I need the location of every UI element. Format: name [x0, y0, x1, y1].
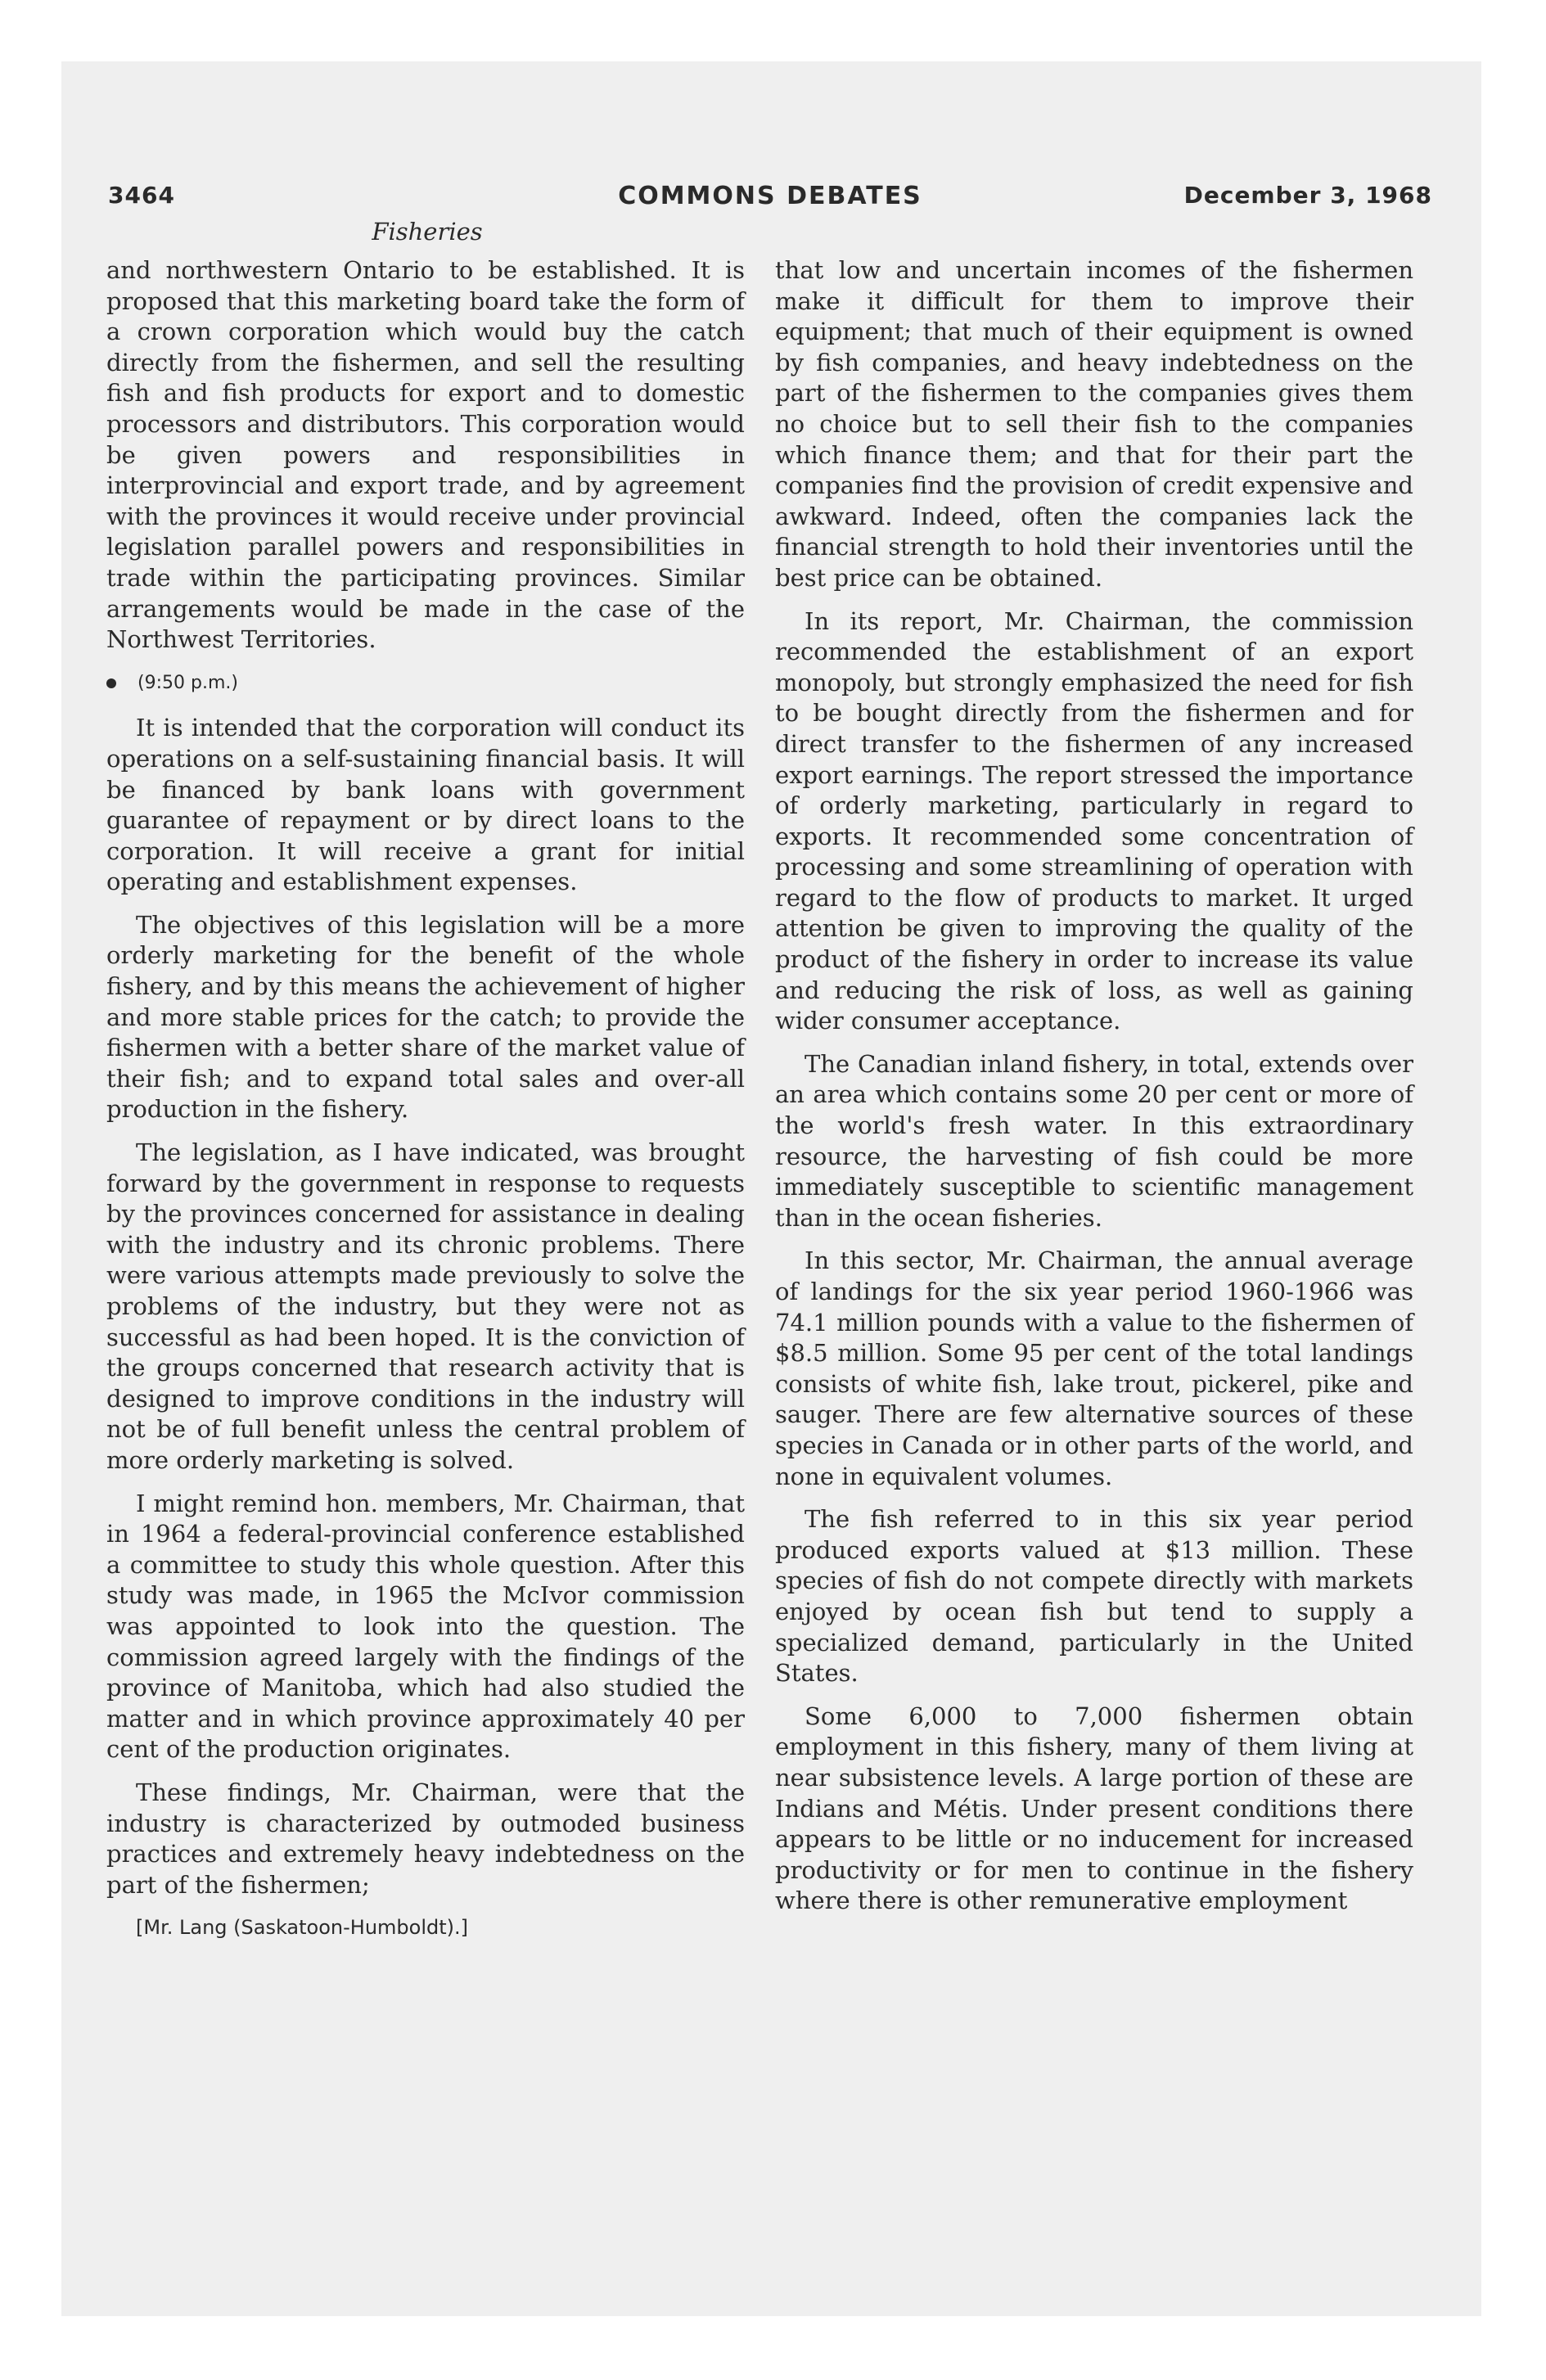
- paragraph: These findings, Mr. Chairman, were that the industry is characterized by outmoded business practices and extremely heavy indebtedness on the part of the fishermen;: [106, 1778, 745, 1899]
- speaker-attribution: [Mr. Lang (Saskatoon-Humboldt).]: [136, 1916, 469, 1940]
- right-column: [775, 255, 1413, 1929]
- paragraph: and northwestern Ontario to be established. It is proposed that this marketing board take the form of a crown corporation which would buy the catch directly from the fishermen, and sell the resulting fish and fish products for export and to domestic processors and distributors. This corporation would be given powers and responsibilities in interprovincial and export trade, and by agreement with the provinces it would receive under provincial legislation parallel powers and responsibilities in trade within the participating provinces. Similar arrangements would be made in the case of the Northwest Territories.: [106, 256, 745, 654]
- publication-title: COMMONS DEBATES: [618, 182, 922, 210]
- page-header: [108, 182, 1432, 214]
- paragraph: It is intended that the corporation will conduct its operations on a self-sustaining financial basis. It will be financed by bank loans with government guarantee of repayment or by direct loans to the corporation. It will receive a grant for initial operating and establishment expenses.: [106, 714, 745, 896]
- paragraph: The legislation, as I have indicated, was brought forward by the government in response to requests by the provinces concerned for assistance in dealing with the industry and its chronic problems. There were various attempts made previously to solve the problems of the industry, but they were not as successful as had been hoped. It is the conviction of the groups concerned that research activity that is designed to improve conditions in the industry will not be of full benefit unless the central problem of more orderly marketing is solved.: [106, 1138, 745, 1474]
- section-heading: Fisheries: [372, 218, 483, 246]
- paragraph: The Canadian inland fishery, in total, extends over an area which contains some 20 per cent or more of the world's fresh water. In this extraordinary resource, the harvesting of fish could be more immediately susceptible to scientific management than in the ocean fisheries.: [775, 1049, 1413, 1232]
- paragraph: The fish referred to in this six year period produced exports valued at $13 million. These species of fish do not compete directly with markets enjoyed by ocean fish but tend to supply a specialized demand, particularly in the United States.: [775, 1505, 1413, 1688]
- paragraph: In this sector, Mr. Chairman, the annual average of landings for the six year period 1960-1966 was 74.1 million pounds with a value to the fishermen of $8.5 million. Some 95 per cent of the total landings consists of white fish, lake trout, pickerel, pike and sauger. There are few alternative sources of these species in Canada or in other parts of the world, and none in equivalent volumes.: [775, 1246, 1413, 1490]
- paragraph: that low and uncertain incomes of the fishermen make it difficult for them to improve their equipment; that much of their equipment is owned by fish companies, and heavy indebtedness on the part of the fishermen to the companies gives them no choice but to sell their fish to the companies which finance them; and that for their part the companies find the provision of credit expensive and awkward. Indeed, often the companies lack the financial strength to hold their inventories until the best price can be obtained.: [775, 256, 1413, 592]
- paragraph: Some 6,000 to 7,000 fishermen obtain employment in this fishery, many of them living at near subsistence levels. A large portion of these are Indians and Métis. Under present conditions there appears to be little or no inducement for increased productivity or for men to continue in the fishery where there is other remunerative employment: [775, 1702, 1413, 1915]
- page-number: 3464: [108, 182, 175, 209]
- publication-date: December 3, 1968: [1183, 182, 1432, 209]
- left-column: [106, 255, 745, 1956]
- paragraph: In its report, Mr. Chairman, the commission recommended the establishment of an export monopoly, but strongly emphasized the need for fish to be bought directly from the fishermen and for direct transfer to the fishermen of any increased export earnings. The report stressed the importance of orderly marketing, particularly in regard to exports. It recommended some concentration of processing and some streamlining of operation with regard to the flow of products to market. It urged attention be given to improving the quality of the product of the fishery in order to increase its value and reducing the risk of loss, as well as gaining wider consumer acceptance.: [775, 606, 1413, 1035]
- time-marker: [106, 668, 745, 699]
- time-marker-text: (9:50 p.m.): [137, 672, 238, 693]
- paragraph: I might remind hon. members, Mr. Chairman, that in 1964 a federal-provincial conference established a committee to study this whole question. After this study was made, in 1965 the McIvor commission was appointed to look into the question. The commission agreed largely with the findings of the province of Manitoba, which had also studied the matter and in which province approximately 40 per cent of the production originates.: [106, 1489, 745, 1764]
- bullet-icon: [106, 678, 116, 688]
- paragraph: The objectives of this legislation will be a more orderly marketing for the benefit of the whole fishery, and by this means the achievement of higher and more stable prices for the catch; to provide the fishermen with a better share of the market value of their fish; and to expand total sales and over-all production in the fishery.: [106, 910, 745, 1124]
